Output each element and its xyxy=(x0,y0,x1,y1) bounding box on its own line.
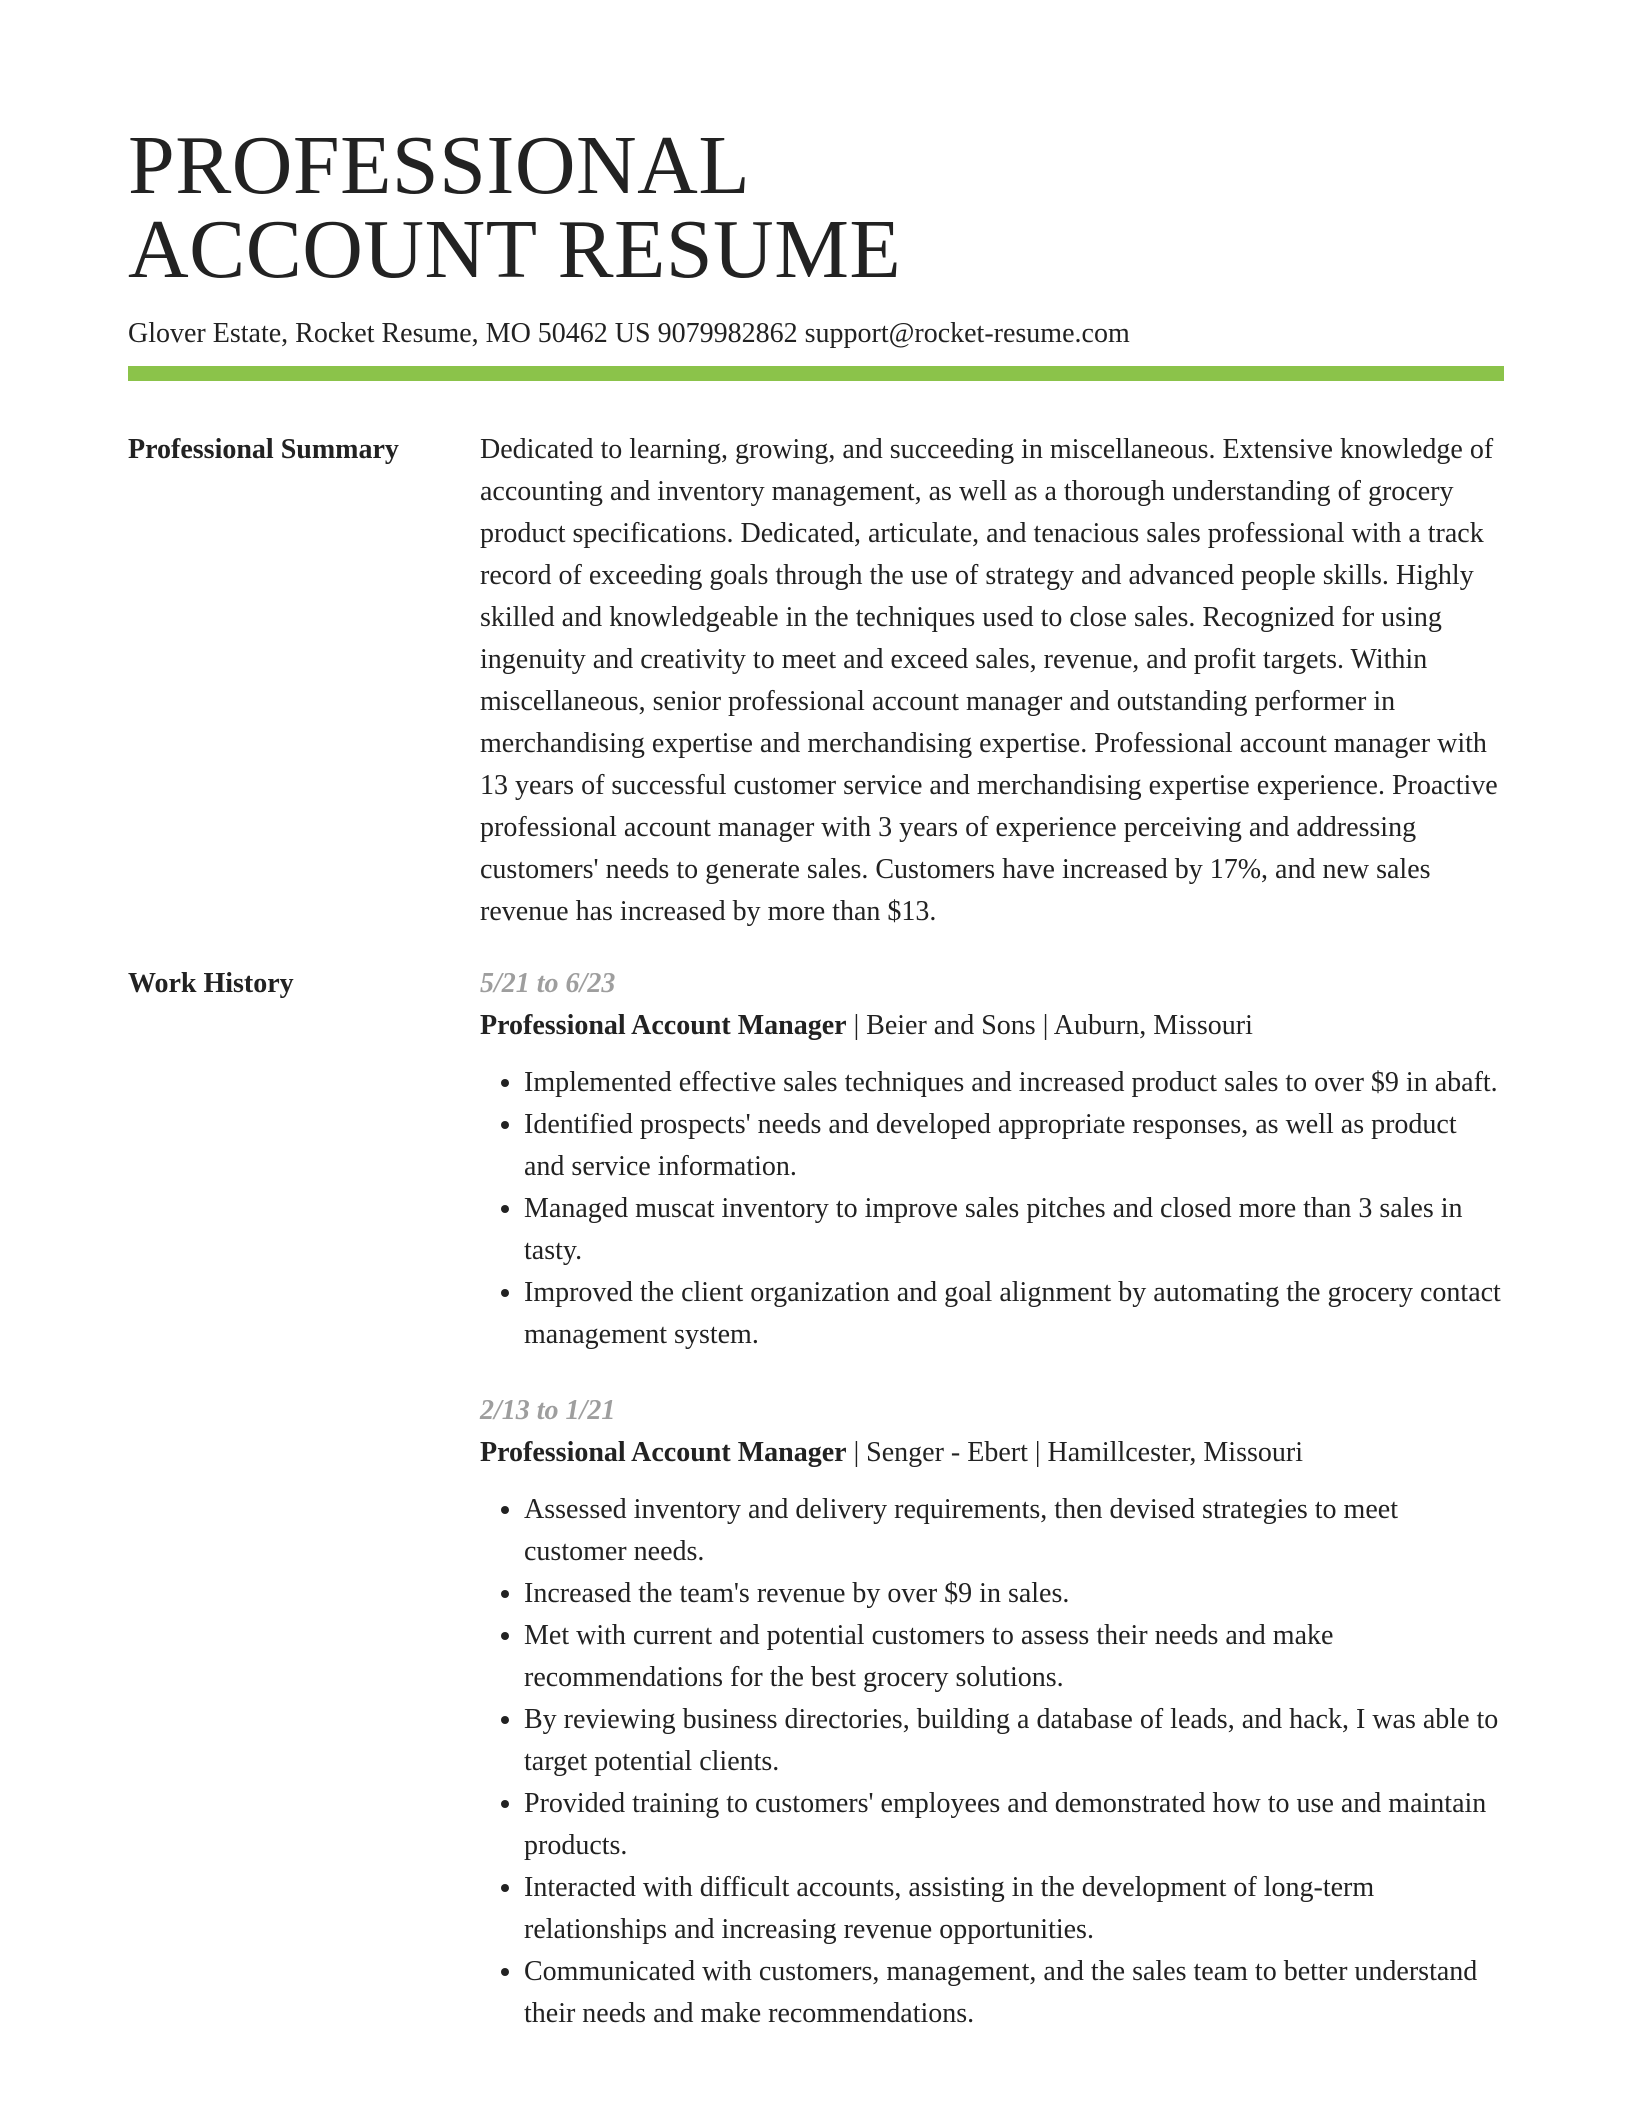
resume-page xyxy=(128,0,1504,2069)
job-bullets xyxy=(480,1062,1504,1356)
job-bullet: • Increased the team's revenue by over $9 in sales. xyxy=(524,1573,1504,1615)
section-label-work-history: Work History xyxy=(128,968,294,999)
job-bullet: • By reviewing business directories, building a database of leads, and hack, I was able to target potential clients. xyxy=(524,1699,1504,1783)
job-bullet: • Interacted with difficult accounts, assisting in the development of long-term relationships and increasing revenue opportunities. xyxy=(524,1867,1504,1951)
job-title: Professional Account Manager xyxy=(480,1437,847,1468)
summary-text: Dedicated to learning, growing, and succeeding in miscellaneous. Extensive knowledge of accounting and inventory management, as well as a thorough understanding of grocery product specifications. Dedicated, articulate, and tenacious sales professional with a track record of exceeding goals through the use of strategy and advanced people skills. Highly skilled and knowledgeable in the techniques used to close sales. Recognized for using ingenuity and creativity to meet and exceed sales, revenue, and profit targets. Within miscellaneous, senior professional account manager and outstanding performer in merchandising expertise and merchandising expertise. Professional account manager with 13 years of successful customer service and merchandising expertise experience. Proactive professional account manager with 3 years of experience perceiving and addressing customers' needs to generate sales. Customers have increased by 17%, and new sales revenue has increased by more than $13. xyxy=(480,434,1498,927)
job-company-location: | Beier and Sons | Auburn, Missouri xyxy=(846,1010,1253,1041)
job-title: Professional Account Manager xyxy=(480,1010,847,1041)
job-entry xyxy=(480,963,1504,1356)
job-bullet: • Communicated with customers, management, and the sales team to better understand their needs and make recommendations. xyxy=(524,1951,1504,2035)
job-bullets xyxy=(480,1489,1504,2035)
job-heading xyxy=(480,1005,1504,1047)
job-dates: 2/13 to 1/21 xyxy=(480,1395,616,1426)
resume-title-line-2: ACCOUNT RESUME xyxy=(128,203,902,296)
job-bullet: • Implemented effective sales techniques and increased product sales to over $9 in abaft. xyxy=(524,1062,1504,1104)
resume-title xyxy=(128,0,1504,296)
job-entry xyxy=(480,1390,1504,2035)
job-dates: 5/21 to 6/23 xyxy=(480,968,616,999)
job-bullet: • Assessed inventory and delivery requirements, then devised strategies to meet customer needs. xyxy=(524,1489,1504,1573)
accent-divider xyxy=(128,366,1504,381)
work-history-section xyxy=(128,963,1504,2069)
job-bullet: • Improved the client organization and goal alignment by automating the grocery contact management system. xyxy=(524,1272,1504,1356)
job-heading xyxy=(480,1432,1504,1474)
job-bullet: • Managed muscat inventory to improve sales pitches and closed more than 3 sales in tasty. xyxy=(524,1188,1504,1272)
job-bullet: • Identified prospects' needs and developed appropriate responses, as well as product and service information. xyxy=(524,1104,1504,1188)
job-bullet: • Met with current and potential customers to assess their needs and make recommendations for the best grocery solutions. xyxy=(524,1615,1504,1699)
resume-title-line-1: PROFESSIONAL xyxy=(128,119,751,212)
section-label-summary: Professional Summary xyxy=(128,434,399,465)
professional-summary-section xyxy=(128,429,1504,933)
contact-info: Glover Estate, Rocket Resume, MO 50462 US 9079982862 support@rocket-resume.com xyxy=(128,318,1130,349)
job-company-location: | Senger - Ebert | Hamillcester, Missouri xyxy=(846,1437,1303,1468)
job-bullet: • Provided training to customers' employees and demonstrated how to use and maintain products. xyxy=(524,1783,1504,1867)
